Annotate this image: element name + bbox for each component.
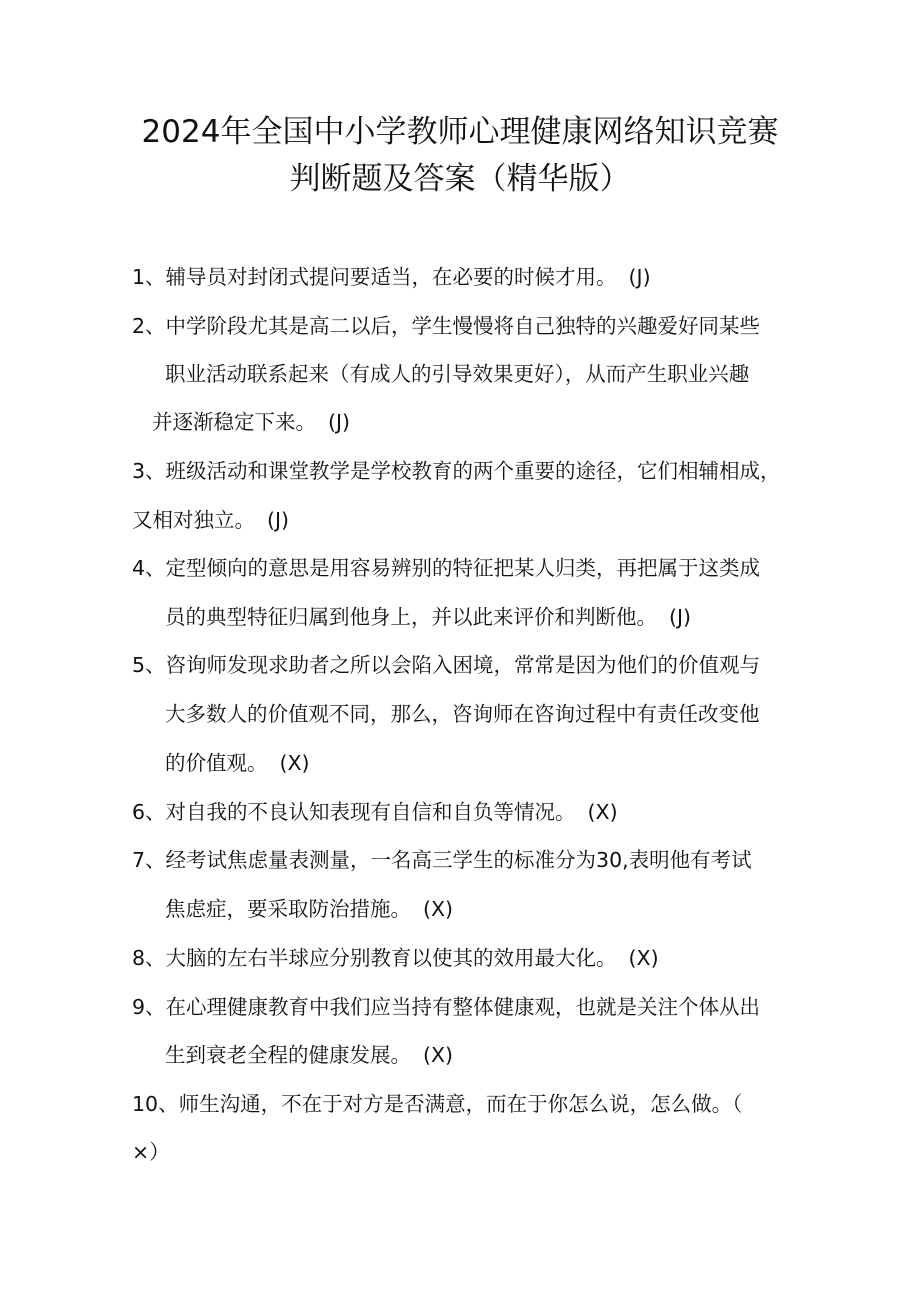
item-text: 并逐渐稳定下来。 xyxy=(152,410,316,434)
item-text: 定型倾向的意思是用容易辨别的特征把某人归类，再把属于这类成 xyxy=(165,556,761,580)
list-item xyxy=(132,262,651,292)
item-text-continued xyxy=(165,1040,453,1070)
item-text-continued: 职业活动联系起来（有成人的引导效果更好），从而产生职业兴趣 xyxy=(165,362,750,386)
item-text: 大脑的左右半球应分别教育以使其的效用最大化。 xyxy=(165,946,617,970)
item-text-continued: ×） xyxy=(132,1140,170,1164)
page-title-line-2: 判断题及答案（精华版） xyxy=(289,161,631,197)
item-answer: (J) xyxy=(267,508,290,532)
item-text-continued: 大多数人的价值观不同，那么，咨询师在咨询过程中有责任改变他 xyxy=(165,702,760,726)
item-text: 辅导员对封闭式提问要适当，在必要的时候才用。 xyxy=(165,265,617,289)
list-item xyxy=(132,992,760,1022)
item-text-continued xyxy=(165,748,310,778)
item-number: 4、 xyxy=(132,556,166,580)
item-text: 对自我的不良认知表现有自信和自负等情况。 xyxy=(165,800,576,824)
item-text: 咨询师发现求助者之所以会陷入困境，常常是因为他们的价值观与 xyxy=(165,653,761,677)
list-item xyxy=(132,553,760,583)
item-number: 7、 xyxy=(132,848,166,872)
item-text-continued xyxy=(132,505,289,535)
item-answer: (X) xyxy=(423,1043,454,1067)
list-item xyxy=(132,1089,742,1119)
item-text: 员的典型特征归属到他身上，并以此来评价和判断他。 xyxy=(165,605,657,629)
page-title-line-1: 2024年全国中小学教师心理健康网络知识竞赛 xyxy=(141,114,779,150)
item-number: 3、 xyxy=(132,459,166,483)
item-answer: (X) xyxy=(279,751,310,775)
item-answer: (X) xyxy=(587,800,618,824)
item-text: 师生沟通，不在于对方是否满意，而在于你怎么说，怎么做。（ xyxy=(178,1092,743,1116)
item-number: 2、 xyxy=(132,314,166,338)
item-text: 生到衰老全程的健康发展。 xyxy=(165,1043,411,1067)
item-text: 经考试焦虑量表测量，一名高三学生的标准分为30,表明他有考试 xyxy=(165,848,752,872)
list-item xyxy=(132,650,760,680)
item-number: 5、 xyxy=(132,653,166,677)
item-number: 6、 xyxy=(132,800,166,824)
item-answer: (J) xyxy=(669,605,692,629)
item-text: 又相对独立。 xyxy=(132,508,255,532)
item-text-continued xyxy=(165,602,691,632)
list-item xyxy=(132,797,618,827)
item-text: 焦虑症，要采取防治措施。 xyxy=(165,897,411,921)
item-text: 班级活动和课堂教学是学校教育的两个重要的途径，它们相辅相成， xyxy=(165,459,781,483)
item-number: 1、 xyxy=(132,265,166,289)
item-number: 8、 xyxy=(132,946,166,970)
item-number: 10、 xyxy=(132,1092,179,1116)
item-answer: (J) xyxy=(628,265,651,289)
item-answer: (X) xyxy=(628,946,659,970)
item-answer: (X) xyxy=(423,897,454,921)
item-text: 中学阶段尤其是高二以后，学生慢慢将自己独特的兴趣爱好同某些 xyxy=(165,314,761,338)
item-answer: (J) xyxy=(328,410,351,434)
list-item xyxy=(132,943,659,973)
item-number: 9、 xyxy=(132,995,166,1019)
list-item xyxy=(132,456,781,486)
list-item xyxy=(132,311,760,341)
list-item xyxy=(132,845,752,875)
item-text-continued xyxy=(165,894,453,924)
item-text-continued xyxy=(152,407,350,437)
item-text: 的价值观。 xyxy=(165,751,268,775)
item-text: 在心理健康教育中我们应当持有整体健康观，也就是关注个体从出 xyxy=(165,995,761,1019)
